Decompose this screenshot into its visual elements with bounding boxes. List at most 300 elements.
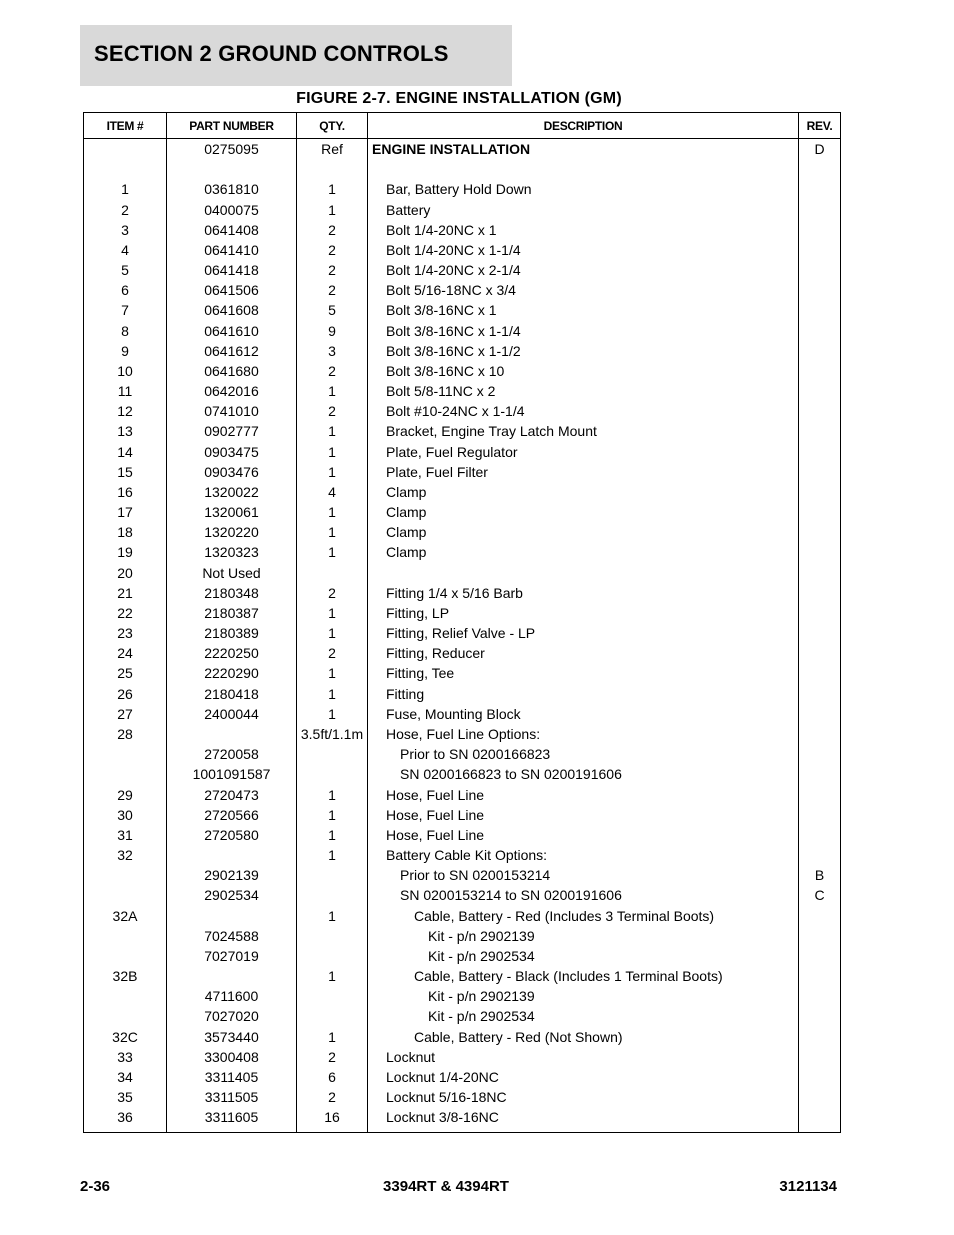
qty-cell — [297, 886, 367, 906]
parts-table — [83, 112, 841, 1133]
description-cell: Bolt 5/16-18NC x 3/4 — [386, 282, 516, 299]
description-cell: Plate, Fuel Regulator — [386, 443, 518, 460]
part-number-cell: 2720058 — [204, 746, 259, 763]
description-cell: SN 0200153214 to SN 0200191606 — [400, 887, 622, 904]
item-cell: 14 — [117, 443, 133, 460]
part-number-cell: 2400044 — [204, 705, 259, 722]
qty-cell — [297, 160, 367, 180]
rev-cell — [799, 826, 840, 846]
qty-cell: 1 — [328, 705, 336, 722]
part-number-cell: 1320022 — [204, 483, 259, 500]
part-number-cell: 1001091587 — [192, 766, 271, 783]
description-cell: Hose, Fuel Line — [386, 786, 485, 803]
description-cell: Clamp — [386, 524, 427, 541]
part-number-cell: 0400075 — [204, 201, 259, 218]
qty-cell: 2 — [328, 645, 336, 662]
part-number-cell: 0641506 — [204, 282, 259, 299]
qty-cell — [297, 745, 367, 765]
rev-cell — [799, 301, 840, 321]
table-row — [84, 907, 840, 927]
rev-cell — [799, 947, 840, 967]
header-item: ITEM # — [106, 119, 144, 133]
table-row — [84, 301, 840, 321]
table-row — [84, 543, 840, 563]
table-row — [84, 624, 840, 644]
table-row — [84, 160, 840, 180]
description-cell: Fitting, Reducer — [386, 645, 485, 662]
part-number-cell: 0641680 — [204, 362, 259, 379]
rev-cell — [799, 584, 840, 604]
part-number-cell: 2902534 — [204, 887, 259, 904]
rev-cell — [799, 160, 840, 180]
item-cell — [84, 866, 166, 886]
part-number-cell: 0641612 — [204, 342, 259, 359]
rev-cell — [799, 180, 840, 200]
part-number-cell: 1320061 — [204, 504, 259, 521]
part-number-cell: 0641610 — [204, 322, 259, 339]
table-row — [84, 967, 840, 987]
description-cell: Kit - p/n 2902534 — [428, 947, 535, 964]
description-cell: Clamp — [386, 544, 427, 561]
part-number-cell: 7024588 — [204, 927, 259, 944]
item-cell: 33 — [117, 1048, 133, 1065]
part-number-cell: 2902139 — [204, 867, 259, 884]
description-cell: ENGINE INSTALLATION — [372, 141, 531, 157]
header-part-number: PART NUMBER — [189, 119, 274, 133]
qty-cell: 2 — [328, 1048, 336, 1065]
rev-cell — [799, 786, 840, 806]
qty-cell — [297, 947, 367, 967]
item-cell: 32 — [117, 847, 133, 864]
description-cell — [368, 160, 802, 180]
rev-cell: B — [814, 867, 825, 884]
table-row — [84, 987, 840, 1007]
table-row — [84, 281, 840, 301]
item-cell: 9 — [121, 342, 129, 359]
qty-cell: 1 — [328, 806, 336, 823]
item-cell — [84, 140, 166, 160]
item-cell: 19 — [117, 544, 133, 561]
qty-cell: 1 — [328, 423, 336, 440]
item-cell: 27 — [117, 705, 133, 722]
item-cell: 2 — [121, 201, 129, 218]
item-cell — [84, 927, 166, 947]
rev-cell — [799, 523, 840, 543]
item-cell: 6 — [121, 282, 129, 299]
rev-cell — [799, 342, 840, 362]
qty-cell — [297, 564, 367, 584]
rev-cell — [799, 1068, 840, 1088]
qty-cell: 4 — [328, 483, 336, 500]
description-cell: Bolt 1/4-20NC x 2-1/4 — [386, 262, 521, 279]
rev-cell — [799, 1048, 840, 1068]
part-number-cell: 2180418 — [204, 685, 259, 702]
part-number-cell — [167, 725, 296, 745]
table-row — [84, 644, 840, 664]
description-cell: Bolt 3/8-16NC x 1 — [386, 302, 497, 319]
description-cell — [368, 564, 816, 584]
item-cell: 32B — [112, 968, 138, 985]
qty-cell: 1 — [328, 847, 336, 864]
item-cell: 4 — [121, 241, 129, 258]
item-cell — [84, 947, 166, 967]
qty-cell: 2 — [328, 282, 336, 299]
qty-cell: Ref — [321, 141, 343, 157]
rev-cell — [799, 967, 840, 987]
qty-cell: 1 — [328, 463, 336, 480]
qty-cell: 1 — [328, 1028, 336, 1045]
rev-cell — [799, 564, 840, 584]
item-cell: 20 — [117, 564, 133, 581]
part-number-cell: 2720566 — [204, 806, 259, 823]
table-row — [84, 342, 840, 362]
item-cell: 18 — [117, 524, 133, 541]
table-row — [84, 180, 840, 200]
description-cell: Prior to SN 0200153214 — [400, 867, 551, 884]
description-cell: Hose, Fuel Line — [386, 826, 485, 843]
description-cell: Kit - p/n 2902534 — [428, 1008, 535, 1025]
qty-cell: 1 — [328, 524, 336, 541]
page-number: 2-36 — [80, 1178, 111, 1195]
table-row — [84, 241, 840, 261]
rev-cell — [799, 685, 840, 705]
table-row — [84, 201, 840, 221]
description-cell: Bolt 3/8-16NC x 1-1/2 — [386, 342, 521, 359]
header-description: DESCRIPTION — [543, 119, 623, 133]
description-cell: Bolt 1/4-20NC x 1-1/4 — [386, 241, 521, 258]
item-cell: 22 — [117, 604, 133, 621]
table-row — [84, 705, 840, 725]
qty-cell: 1 — [328, 907, 336, 924]
part-number-cell: 0902777 — [204, 423, 259, 440]
qty-cell: 16 — [324, 1109, 340, 1126]
qty-cell: 1 — [328, 181, 336, 198]
part-number-cell: 0641410 — [204, 241, 259, 258]
item-cell: 16 — [117, 483, 133, 500]
qty-cell — [297, 866, 367, 886]
table-row — [84, 786, 840, 806]
table-row — [84, 523, 840, 543]
part-number-cell: 3311405 — [204, 1068, 259, 1085]
part-number-cell: 2220290 — [204, 665, 259, 682]
table-row — [84, 1028, 840, 1048]
item-cell: 25 — [117, 665, 133, 682]
part-number-cell: 2180387 — [204, 604, 259, 621]
description-cell: Cable, Battery - Red (Includes 3 Terminal Boots) — [414, 907, 715, 924]
part-number-cell — [167, 846, 296, 866]
item-cell: 12 — [117, 403, 133, 420]
rev-cell — [799, 1007, 840, 1027]
table-row — [84, 362, 840, 382]
rev-cell — [799, 422, 840, 442]
rev-cell — [799, 543, 840, 563]
description-cell: Fitting, Relief Valve - LP — [386, 625, 536, 642]
qty-cell: 1 — [328, 968, 336, 985]
item-cell: 30 — [117, 806, 133, 823]
part-number-cell: 0741010 — [204, 403, 259, 420]
description-cell: Bolt 3/8-16NC x 1-1/4 — [386, 322, 521, 339]
item-cell — [84, 886, 166, 906]
rev-cell — [799, 624, 840, 644]
rev-cell — [799, 1028, 840, 1048]
qty-cell: 2 — [328, 1089, 336, 1106]
item-cell: 32A — [112, 907, 138, 924]
qty-cell: 3.5ft/1.1m — [300, 725, 364, 742]
part-number-cell: 2180389 — [204, 625, 259, 642]
rev-cell — [799, 382, 840, 402]
table-row — [84, 604, 840, 624]
description-cell: Bolt 3/8-16NC x 10 — [386, 362, 505, 379]
table-row — [84, 886, 840, 906]
description-cell: Fitting 1/4 x 5/16 Barb — [386, 584, 523, 601]
table-row — [84, 140, 840, 160]
item-cell — [84, 745, 166, 765]
item-cell: 17 — [117, 504, 133, 521]
description-cell: Cable, Battery - Black (Includes 1 Terminal Boots) — [414, 968, 723, 985]
item-cell — [84, 1007, 166, 1027]
part-number-cell: 3311605 — [204, 1109, 259, 1126]
description-cell: Plate, Fuel Filter — [386, 463, 488, 480]
table-row — [84, 725, 840, 745]
part-number-cell: 0903476 — [204, 463, 259, 480]
description-cell: Bracket, Engine Tray Latch Mount — [386, 423, 597, 440]
rev-cell — [799, 806, 840, 826]
qty-cell — [297, 1007, 367, 1027]
table-row — [84, 483, 840, 503]
table-row — [84, 685, 840, 705]
rev-cell — [799, 907, 840, 927]
qty-cell: 9 — [328, 322, 336, 339]
table-row — [84, 866, 840, 886]
rev-cell — [799, 201, 840, 221]
part-number-cell: 2220250 — [204, 645, 259, 662]
part-number-cell: 0275095 — [204, 141, 259, 157]
part-number-cell: 7027019 — [204, 947, 259, 964]
rev-cell — [799, 221, 840, 241]
qty-cell — [297, 927, 367, 947]
item-cell: 34 — [117, 1068, 133, 1085]
part-number-cell: 2180348 — [204, 584, 259, 601]
item-cell: 5 — [121, 262, 129, 279]
rev-cell — [799, 604, 840, 624]
header-qty: QTY. — [319, 119, 345, 133]
rev-cell — [799, 644, 840, 664]
qty-cell: 1 — [328, 625, 336, 642]
description-cell: Bolt 1/4-20NC x 1 — [386, 221, 497, 238]
description-cell: Kit - p/n 2902139 — [428, 927, 535, 944]
rev-cell — [799, 927, 840, 947]
description-cell: Bar, Battery Hold Down — [386, 181, 532, 198]
table-row — [84, 584, 840, 604]
item-cell: 3 — [121, 221, 129, 238]
part-number-cell — [167, 907, 296, 927]
description-cell: Locknut 3/8-16NC — [386, 1109, 499, 1126]
part-number-cell: Not Used — [202, 564, 261, 581]
part-number-cell: 0903475 — [204, 443, 259, 460]
part-number-cell: 0641608 — [204, 302, 259, 319]
qty-cell: 2 — [328, 262, 336, 279]
qty-cell: 2 — [328, 221, 336, 238]
rev-cell: C — [814, 887, 825, 904]
description-cell: Fuse, Mounting Block — [386, 705, 521, 722]
description-cell: Locknut 1/4-20NC — [386, 1068, 499, 1085]
rev-cell — [799, 725, 840, 745]
rev-cell — [799, 362, 840, 382]
rev-cell — [799, 664, 840, 684]
qty-cell: 2 — [328, 362, 336, 379]
qty-cell — [297, 987, 367, 1007]
table-row — [84, 947, 840, 967]
part-number-cell: 3311505 — [204, 1089, 259, 1106]
table-row — [84, 846, 840, 866]
rev-cell — [799, 483, 840, 503]
qty-cell: 2 — [328, 584, 336, 601]
part-number-cell: 0642016 — [204, 383, 259, 400]
qty-cell: 1 — [328, 786, 336, 803]
rev-cell — [799, 1088, 840, 1108]
table-header — [84, 113, 840, 139]
rev-cell — [799, 443, 840, 463]
item-cell: 15 — [117, 463, 133, 480]
table-row — [84, 402, 840, 422]
item-cell: 11 — [117, 383, 133, 400]
description-cell: Kit - p/n 2902139 — [428, 988, 535, 1005]
part-number-cell — [167, 967, 296, 987]
table-row — [84, 927, 840, 947]
table-body — [84, 140, 840, 1128]
rev-cell — [799, 765, 840, 785]
description-cell: Cable, Battery - Red (Not Shown) — [414, 1028, 623, 1045]
item-cell: 24 — [117, 645, 133, 662]
qty-cell: 2 — [328, 241, 336, 258]
part-number-cell: 3573440 — [204, 1028, 259, 1045]
qty-cell — [297, 765, 367, 785]
part-number-cell: 0641408 — [204, 221, 259, 238]
qty-cell: 1 — [328, 201, 336, 218]
table-row — [84, 463, 840, 483]
table-row — [84, 564, 840, 584]
table-row — [84, 422, 840, 442]
rev-cell — [799, 463, 840, 483]
part-number-cell: 2720473 — [204, 786, 259, 803]
table-row — [84, 443, 840, 463]
item-cell: 35 — [117, 1089, 133, 1106]
header-rev: REV. — [806, 119, 833, 133]
rev-cell: D — [814, 141, 825, 157]
qty-cell: 1 — [328, 443, 336, 460]
part-number-cell: 0361810 — [204, 181, 259, 198]
item-cell: 10 — [117, 362, 133, 379]
qty-cell: 1 — [328, 826, 336, 843]
table-row — [84, 765, 840, 785]
section-title: SECTION 2 GROUND CONTROLS — [94, 41, 449, 66]
item-cell — [84, 765, 166, 785]
table-row — [84, 503, 840, 523]
item-cell: 1 — [121, 181, 129, 198]
description-cell: Fitting, LP — [386, 604, 450, 621]
item-cell: 8 — [121, 322, 129, 339]
qty-cell: 1 — [328, 544, 336, 561]
description-cell: Locknut — [386, 1048, 436, 1065]
item-cell: 13 — [117, 423, 133, 440]
table-row — [84, 806, 840, 826]
table-row — [84, 221, 840, 241]
qty-cell: 1 — [328, 383, 336, 400]
rev-cell — [799, 745, 840, 765]
table-row — [84, 382, 840, 402]
table-row — [84, 261, 840, 281]
rev-cell — [799, 241, 840, 261]
doc-number: 3121134 — [779, 1178, 837, 1195]
model-label: 3394RT & 4394RT — [383, 1178, 509, 1195]
item-cell: 7 — [121, 302, 129, 319]
rev-cell — [799, 503, 840, 523]
part-number-cell: 7027020 — [204, 1008, 259, 1025]
qty-cell: 3 — [328, 342, 336, 359]
part-number-cell: 4711600 — [204, 988, 259, 1005]
qty-cell: 1 — [328, 685, 336, 702]
table-row — [84, 1108, 840, 1128]
description-cell: SN 0200166823 to SN 0200191606 — [400, 766, 622, 783]
part-number-cell: 3300408 — [204, 1048, 259, 1065]
description-cell: Prior to SN 0200166823 — [400, 746, 551, 763]
table-row — [84, 322, 840, 342]
rev-cell — [799, 1108, 840, 1128]
part-number-cell — [167, 160, 296, 180]
item-cell: 29 — [117, 786, 133, 803]
description-cell: Fitting, Tee — [386, 665, 455, 682]
part-number-cell: 2720580 — [204, 826, 259, 843]
qty-cell: 6 — [328, 1068, 336, 1085]
item-cell: 31 — [117, 826, 133, 843]
description-cell: Hose, Fuel Line — [386, 806, 485, 823]
table-row — [84, 745, 840, 765]
part-number-cell: 0641418 — [204, 262, 259, 279]
part-number-cell: 1320220 — [204, 524, 259, 541]
rev-cell — [799, 846, 840, 866]
table-row — [84, 1088, 840, 1108]
table-row — [84, 664, 840, 684]
table-row — [84, 1007, 840, 1027]
item-cell: 23 — [117, 625, 133, 642]
description-cell: Locknut 5/16-18NC — [386, 1089, 507, 1106]
rev-cell — [799, 261, 840, 281]
description-cell: Battery — [386, 201, 431, 218]
part-number-cell: 1320323 — [204, 544, 259, 561]
description-cell: Hose, Fuel Line Options: — [386, 725, 541, 742]
qty-cell: 2 — [328, 403, 336, 420]
description-cell: Fitting — [386, 685, 425, 702]
rev-cell — [799, 281, 840, 301]
description-cell: Clamp — [386, 483, 427, 500]
table-row — [84, 1068, 840, 1088]
section-banner — [80, 25, 512, 86]
qty-cell: 5 — [328, 302, 336, 319]
item-cell: 26 — [117, 685, 133, 702]
description-cell: Battery Cable Kit Options: — [386, 847, 548, 864]
item-cell: 36 — [117, 1109, 133, 1126]
item-cell — [84, 987, 166, 1007]
figure-title: FIGURE 2-7. ENGINE INSTALLATION (GM) — [296, 90, 622, 107]
description-cell: Bolt 5/8-11NC x 2 — [386, 383, 496, 400]
item-cell: 32C — [112, 1028, 138, 1045]
table-row — [84, 1048, 840, 1068]
item-cell: 28 — [117, 725, 133, 742]
qty-cell: 1 — [328, 604, 336, 621]
qty-cell: 1 — [328, 665, 336, 682]
item-cell — [84, 160, 166, 180]
description-cell: Clamp — [386, 504, 427, 521]
